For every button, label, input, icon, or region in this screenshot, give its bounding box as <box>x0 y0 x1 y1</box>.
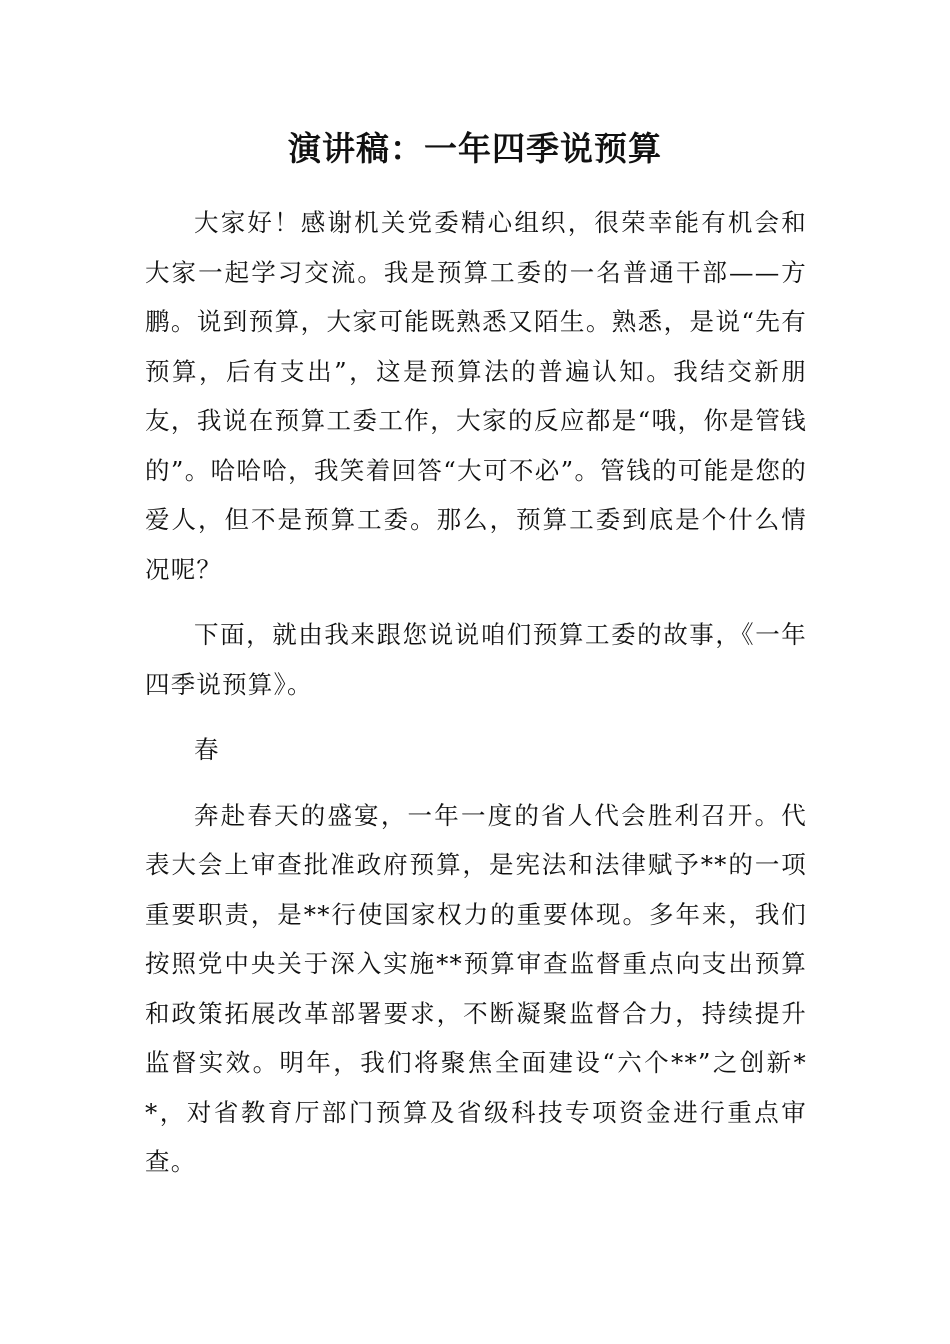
document-body <box>145 198 807 1203</box>
paragraph-spring: 奔赴春天的盛宴，一年一度的省人代会胜利召开。代表大会上审查批准政府预算，是宪法和法律赋予**的一项重要职责，是**行使国家权力的重要体现。多年来，我们按照党中央关于深入实施**预算审查监督重点向支出预算和政策拓展改革部署要求，不断凝聚监督合力，持续提升监督实效。明年，我们将聚焦全面建设“六个**”之创新**，对省教育厅部门预算及省级科技专项资金进行重点审查。 <box>145 800 807 1176</box>
section-heading-spring: 春 <box>194 735 220 764</box>
paragraph-intro: 大家好！感谢机关党委精心组织，很荣幸能有机会和大家一起学习交流。我是预算工委的一名普通干部——方鹏。说到预算，大家可能既熟悉又陌生。熟悉，是说“先有预算，后有支出”，这是预算法的普遍认知。我结交新朋友，我说在预算工委工作，大家的反应都是“哦，你是管钱的”。哈哈哈，我笑着回答“大可不必”。管钱的可能是您的爱人，但不是预算工委。那么，预算工委到底是个什么情况呢？ <box>145 208 807 584</box>
document-title: 演讲稿：一年四季说预算 <box>288 129 662 168</box>
paragraph-transition: 下面，就由我来跟您说说咱们预算工委的故事，《一年四季说预算》。 <box>145 620 807 699</box>
